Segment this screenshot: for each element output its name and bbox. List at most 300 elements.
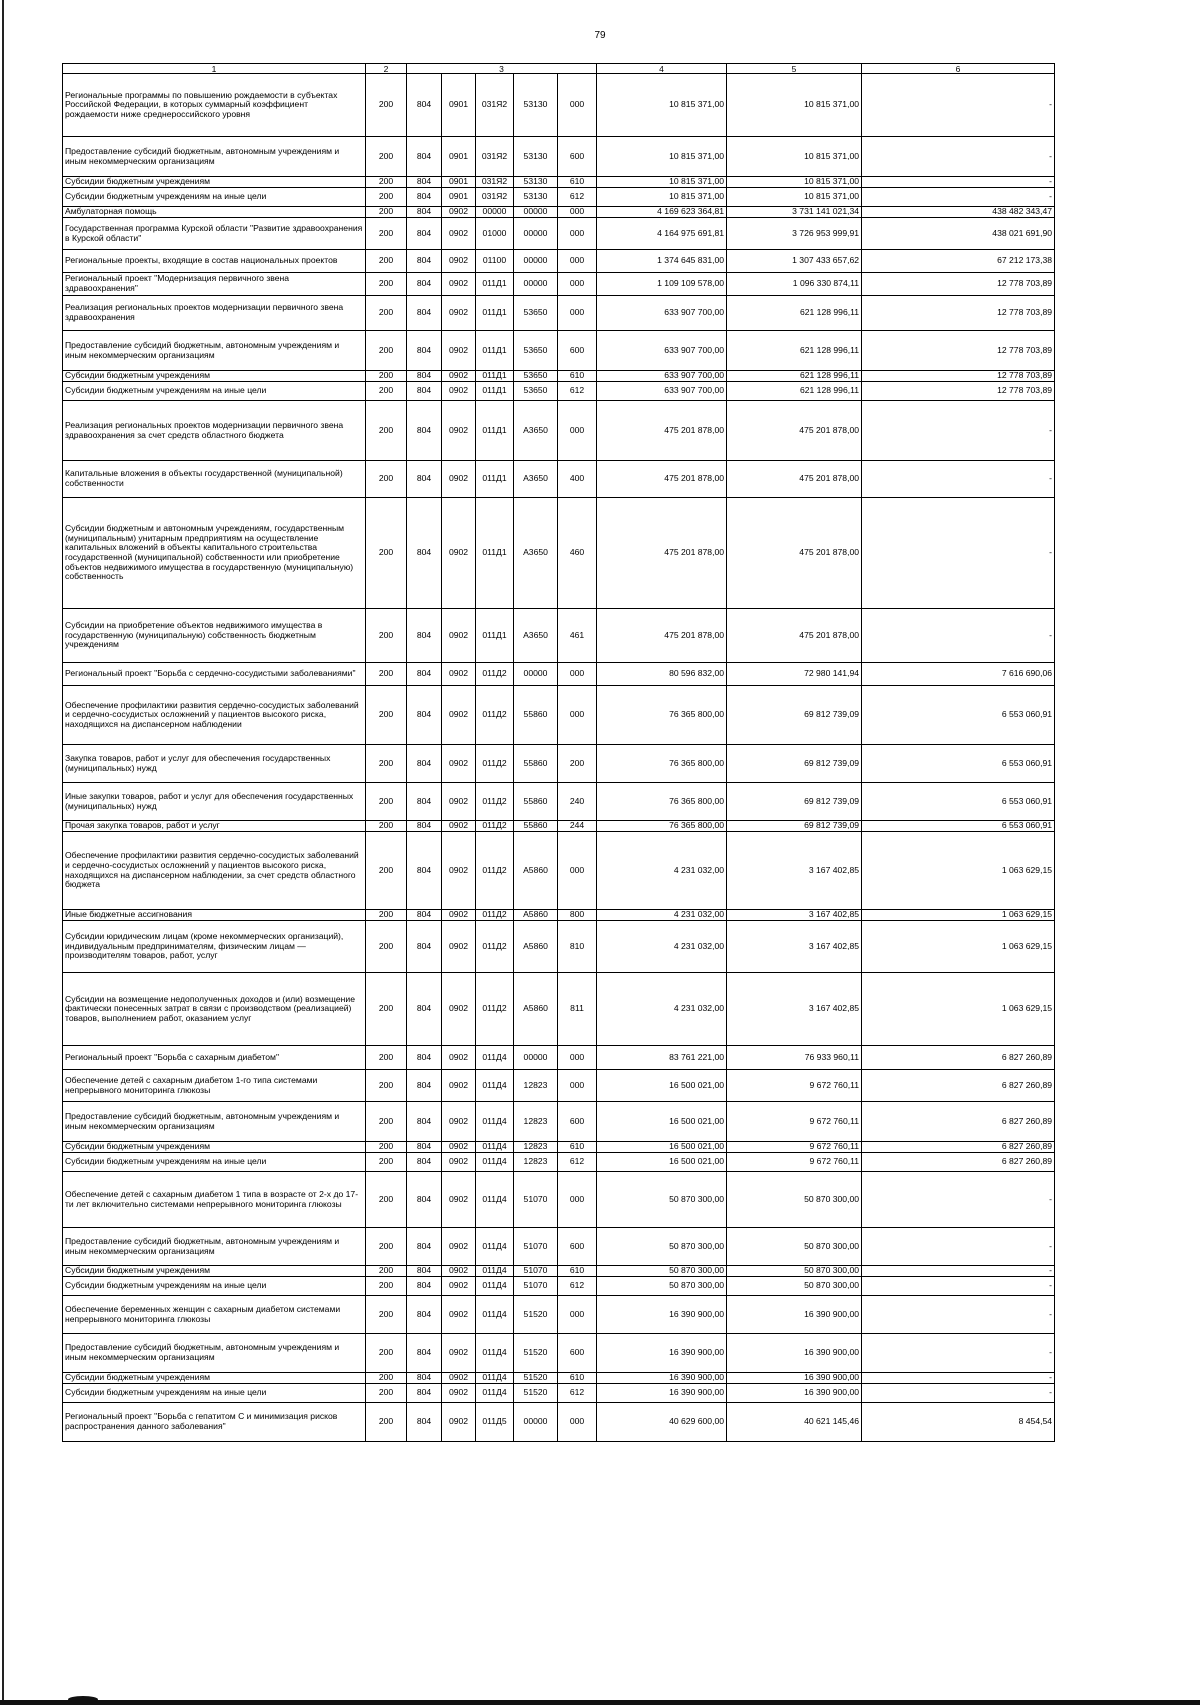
- row-code-6: 000: [558, 218, 597, 250]
- row-code-1: 200: [366, 218, 407, 250]
- row-code-3: 0902: [442, 498, 476, 609]
- row-name: Обеспечение детей с сахарным диабетом 1-го типа системами непрерывного мониторинга глюкозы: [63, 1070, 366, 1102]
- row-code-3: 0902: [442, 663, 476, 686]
- row-code-5: 12823: [514, 1102, 558, 1142]
- row-name: Иные бюджетные ассигнования: [63, 910, 366, 921]
- row-value-5: 40 621 145,46: [727, 1403, 862, 1442]
- row-code-3: 0902: [442, 1296, 476, 1334]
- row-code-2: 804: [407, 401, 442, 461]
- row-code-5: 51520: [514, 1296, 558, 1334]
- row-code-1: 200: [366, 188, 407, 207]
- row-name: Субсидии бюджетным учреждениям на иные цели: [63, 1153, 366, 1172]
- row-name: Государственная программа Курской области "Развитие здравоохранения в Курской области": [63, 218, 366, 250]
- row-value-5: 16 390 900,00: [727, 1296, 862, 1334]
- row-code-2: 804: [407, 1102, 442, 1142]
- table-row: [63, 74, 1055, 137]
- row-value-6: 12 778 703,89: [862, 382, 1055, 401]
- row-code-2: 804: [407, 609, 442, 663]
- row-value-6: 6 553 060,91: [862, 783, 1055, 821]
- table-row: [63, 663, 1055, 686]
- row-value-4: 83 761 221,00: [597, 1046, 727, 1070]
- row-value-6: -: [862, 609, 1055, 663]
- row-code-5: А5860: [514, 973, 558, 1046]
- row-code-6: 000: [558, 832, 597, 910]
- row-code-1: 200: [366, 686, 407, 745]
- row-code-4: 011Д4: [476, 1070, 514, 1102]
- row-code-6: 612: [558, 1277, 597, 1296]
- row-code-6: 800: [558, 910, 597, 921]
- row-code-1: 200: [366, 1102, 407, 1142]
- row-code-1: 200: [366, 1296, 407, 1334]
- row-code-5: А3650: [514, 461, 558, 498]
- row-value-5: 475 201 878,00: [727, 461, 862, 498]
- row-code-4: 011Д2: [476, 783, 514, 821]
- row-code-1: 200: [366, 331, 407, 371]
- row-code-1: 200: [366, 177, 407, 188]
- row-value-6: 12 778 703,89: [862, 273, 1055, 296]
- row-value-4: 16 500 021,00: [597, 1102, 727, 1142]
- row-name: Субсидии бюджетным учреждениям на иные цели: [63, 382, 366, 401]
- row-value-6: -: [862, 461, 1055, 498]
- row-code-5: 53650: [514, 371, 558, 382]
- table-row: [63, 137, 1055, 177]
- row-code-2: 804: [407, 1266, 442, 1277]
- row-code-4: 011Д1: [476, 609, 514, 663]
- row-value-5: 50 870 300,00: [727, 1228, 862, 1266]
- row-value-4: 16 390 900,00: [597, 1334, 727, 1373]
- row-value-6: 6 827 260,89: [862, 1102, 1055, 1142]
- row-name: Обеспечение детей с сахарным диабетом 1 типа в возрасте от 2-х до 17-ти лет включительно системами непрерывного мониторинга глюкозы: [63, 1172, 366, 1228]
- row-code-5: 12823: [514, 1153, 558, 1172]
- row-code-5: 51520: [514, 1334, 558, 1373]
- row-value-6: 6 827 260,89: [862, 1153, 1055, 1172]
- left-margin-rule: [2, 0, 4, 1700]
- row-code-4: 011Д1: [476, 382, 514, 401]
- table-row: [63, 910, 1055, 921]
- row-value-4: 475 201 878,00: [597, 401, 727, 461]
- row-value-4: 80 596 832,00: [597, 663, 727, 686]
- row-value-5: 621 128 996,11: [727, 382, 862, 401]
- row-code-3: 0902: [442, 1102, 476, 1142]
- row-code-1: 200: [366, 1046, 407, 1070]
- row-code-2: 804: [407, 821, 442, 832]
- row-code-3: 0902: [442, 461, 476, 498]
- row-value-6: 438 482 343,47: [862, 207, 1055, 218]
- row-code-2: 804: [407, 177, 442, 188]
- row-code-6: 400: [558, 461, 597, 498]
- table-row: [63, 832, 1055, 910]
- row-value-5: 72 980 141,94: [727, 663, 862, 686]
- row-code-4: 031Я2: [476, 74, 514, 137]
- row-value-4: 4 231 032,00: [597, 973, 727, 1046]
- row-name: Субсидии бюджетным учреждениям на иные цели: [63, 1384, 366, 1403]
- row-name: Предоставление субсидий бюджетным, автономным учреждениям и иным некоммерческим организациям: [63, 137, 366, 177]
- row-code-4: 011Д4: [476, 1384, 514, 1403]
- row-value-5: 1 096 330 874,11: [727, 273, 862, 296]
- row-code-1: 200: [366, 1277, 407, 1296]
- row-name: Региональный проект "Борьба с сахарным диабетом": [63, 1046, 366, 1070]
- row-value-6: 6 827 260,89: [862, 1142, 1055, 1153]
- row-value-4: 1 109 109 578,00: [597, 273, 727, 296]
- row-code-6: 000: [558, 663, 597, 686]
- row-code-6: 610: [558, 1142, 597, 1153]
- row-code-2: 804: [407, 783, 442, 821]
- row-name: Субсидии бюджетным учреждениям: [63, 1142, 366, 1153]
- column-header-6: 6: [862, 64, 1055, 74]
- table-row: [63, 401, 1055, 461]
- table-header-row: [63, 64, 1055, 74]
- row-code-1: 200: [366, 74, 407, 137]
- row-code-4: 011Д2: [476, 973, 514, 1046]
- row-code-4: 01000: [476, 218, 514, 250]
- row-name: Иные закупки товаров, работ и услуг для обеспечения государственных (муниципальных) нужд: [63, 783, 366, 821]
- row-code-3: 0902: [442, 1228, 476, 1266]
- row-code-2: 804: [407, 1153, 442, 1172]
- row-code-4: 011Д1: [476, 371, 514, 382]
- row-code-5: 51520: [514, 1373, 558, 1384]
- row-code-5: 53130: [514, 137, 558, 177]
- row-value-4: 16 500 021,00: [597, 1153, 727, 1172]
- row-code-4: 011Д4: [476, 1373, 514, 1384]
- table-row: [63, 371, 1055, 382]
- row-code-4: 011Д4: [476, 1142, 514, 1153]
- row-value-4: 475 201 878,00: [597, 609, 727, 663]
- column-header-3: 3: [407, 64, 597, 74]
- row-value-5: 3 167 402,85: [727, 973, 862, 1046]
- row-value-4: 50 870 300,00: [597, 1228, 727, 1266]
- table-row: [63, 273, 1055, 296]
- row-code-2: 804: [407, 273, 442, 296]
- row-value-4: 4 231 032,00: [597, 910, 727, 921]
- row-value-5: 3 167 402,85: [727, 910, 862, 921]
- row-code-6: 000: [558, 1296, 597, 1334]
- row-code-6: 000: [558, 74, 597, 137]
- row-value-6: 438 021 691,90: [862, 218, 1055, 250]
- column-header-4: 4: [597, 64, 727, 74]
- row-code-5: 53650: [514, 296, 558, 331]
- row-code-2: 804: [407, 910, 442, 921]
- row-value-4: 4 169 623 364,81: [597, 207, 727, 218]
- row-value-5: 10 815 371,00: [727, 188, 862, 207]
- row-code-5: 12823: [514, 1070, 558, 1102]
- table-row: [63, 1266, 1055, 1277]
- row-name: Региональные программы по повышению рождаемости в субъектах Российской Федерации, в которых суммарный коэффициент рождаемости ниже среднероссийского уровня: [63, 74, 366, 137]
- row-code-3: 0902: [442, 973, 476, 1046]
- row-code-4: 011Д4: [476, 1153, 514, 1172]
- row-code-2: 804: [407, 1228, 442, 1266]
- row-value-4: 16 500 021,00: [597, 1142, 727, 1153]
- row-code-6: 610: [558, 371, 597, 382]
- row-value-5: 16 390 900,00: [727, 1373, 862, 1384]
- row-value-5: 3 167 402,85: [727, 832, 862, 910]
- row-code-4: 011Д2: [476, 686, 514, 745]
- row-name: Субсидии на возмещение недополученных доходов и (или) возмещение фактически понесенных затрат в связи с производством (реализацией) товаров, выполнением работ, оказанием услуг: [63, 973, 366, 1046]
- row-value-5: 3 731 141 021,34: [727, 207, 862, 218]
- row-code-5: А5860: [514, 921, 558, 973]
- row-code-3: 0901: [442, 74, 476, 137]
- row-name: Субсидии бюджетным учреждениям: [63, 177, 366, 188]
- table-row: [63, 745, 1055, 783]
- row-value-6: 6 553 060,91: [862, 821, 1055, 832]
- row-value-5: 16 390 900,00: [727, 1384, 862, 1403]
- row-code-6: 000: [558, 1070, 597, 1102]
- row-code-1: 200: [366, 296, 407, 331]
- table-row: [63, 973, 1055, 1046]
- row-value-6: -: [862, 401, 1055, 461]
- row-code-5: 00000: [514, 218, 558, 250]
- row-value-4: 633 907 700,00: [597, 331, 727, 371]
- row-value-6: -: [862, 137, 1055, 177]
- row-value-5: 475 201 878,00: [727, 609, 862, 663]
- row-code-3: 0902: [442, 745, 476, 783]
- row-name: Субсидии бюджетным учреждениям на иные цели: [63, 188, 366, 207]
- row-code-2: 804: [407, 1142, 442, 1153]
- bottom-scan-edge: [0, 1700, 1200, 1705]
- row-code-2: 804: [407, 921, 442, 973]
- row-code-2: 804: [407, 331, 442, 371]
- row-value-4: 16 390 900,00: [597, 1296, 727, 1334]
- row-value-4: 16 500 021,00: [597, 1070, 727, 1102]
- row-code-2: 804: [407, 1296, 442, 1334]
- row-value-4: 633 907 700,00: [597, 371, 727, 382]
- row-code-4: 011Д1: [476, 461, 514, 498]
- row-code-2: 804: [407, 371, 442, 382]
- row-name: Региональный проект "Борьба с сердечно-сосудистыми заболеваниями": [63, 663, 366, 686]
- row-name: Реализация региональных проектов модернизации первичного звена здравоохранения: [63, 296, 366, 331]
- row-code-1: 200: [366, 663, 407, 686]
- row-code-2: 804: [407, 745, 442, 783]
- row-code-4: 01100: [476, 250, 514, 273]
- row-code-6: 610: [558, 1373, 597, 1384]
- row-name: Обеспечение профилактики развития сердечно-сосудистых заболеваний и сердечно-сосудистых осложнений у пациентов высокого риска, находящихся на диспансерном наблюдении, за счет средств областного бюджета: [63, 832, 366, 910]
- row-value-5: 76 933 960,11: [727, 1046, 862, 1070]
- row-code-5: А3650: [514, 498, 558, 609]
- row-code-3: 0902: [442, 686, 476, 745]
- row-code-1: 200: [366, 832, 407, 910]
- row-code-4: 011Д4: [476, 1266, 514, 1277]
- row-name: Предоставление субсидий бюджетным, автономным учреждениям и иным некоммерческим организациям: [63, 1334, 366, 1373]
- table-row: [63, 498, 1055, 609]
- row-code-6: 610: [558, 1266, 597, 1277]
- row-code-2: 804: [407, 1277, 442, 1296]
- row-code-4: 011Д1: [476, 273, 514, 296]
- row-code-3: 0902: [442, 783, 476, 821]
- row-value-6: -: [862, 1228, 1055, 1266]
- row-code-3: 0902: [442, 1403, 476, 1442]
- row-code-2: 804: [407, 1334, 442, 1373]
- row-value-6: 6 553 060,91: [862, 686, 1055, 745]
- row-code-4: 011Д2: [476, 821, 514, 832]
- row-value-4: 50 870 300,00: [597, 1277, 727, 1296]
- row-code-6: 000: [558, 1046, 597, 1070]
- row-value-5: 10 815 371,00: [727, 137, 862, 177]
- row-code-2: 804: [407, 188, 442, 207]
- row-value-4: 4 164 975 691,81: [597, 218, 727, 250]
- row-value-6: -: [862, 1266, 1055, 1277]
- row-value-4: 40 629 600,00: [597, 1403, 727, 1442]
- row-code-1: 200: [366, 461, 407, 498]
- row-value-6: 12 778 703,89: [862, 371, 1055, 382]
- row-code-6: 612: [558, 1153, 597, 1172]
- row-code-6: 600: [558, 1334, 597, 1373]
- row-code-3: 0902: [442, 1277, 476, 1296]
- row-value-4: 633 907 700,00: [597, 382, 727, 401]
- row-code-4: 031Я2: [476, 137, 514, 177]
- table-row: [63, 1373, 1055, 1384]
- row-code-2: 804: [407, 973, 442, 1046]
- row-code-1: 200: [366, 821, 407, 832]
- row-code-3: 0902: [442, 382, 476, 401]
- table-row: [63, 382, 1055, 401]
- table-row: [63, 1277, 1055, 1296]
- row-value-6: 1 063 629,15: [862, 973, 1055, 1046]
- row-code-3: 0902: [442, 609, 476, 663]
- table-row: [63, 207, 1055, 218]
- row-value-4: 475 201 878,00: [597, 461, 727, 498]
- row-code-1: 200: [366, 1403, 407, 1442]
- row-code-3: 0902: [442, 1373, 476, 1384]
- table-row: [63, 331, 1055, 371]
- row-name: Обеспечение профилактики развития сердечно-сосудистых заболеваний и сердечно-сосудистых осложнений у пациентов высокого риска, находящихся на диспансерном наблюдении: [63, 686, 366, 745]
- row-value-6: 1 063 629,15: [862, 910, 1055, 921]
- row-code-2: 804: [407, 663, 442, 686]
- row-code-3: 0902: [442, 1334, 476, 1373]
- row-code-4: 031Я2: [476, 188, 514, 207]
- row-value-6: 8 454,54: [862, 1403, 1055, 1442]
- row-value-5: 9 672 760,11: [727, 1153, 862, 1172]
- row-code-2: 804: [407, 461, 442, 498]
- row-value-4: 1 374 645 831,00: [597, 250, 727, 273]
- row-value-6: 1 063 629,15: [862, 921, 1055, 973]
- row-code-1: 200: [366, 250, 407, 273]
- row-code-3: 0902: [442, 331, 476, 371]
- row-value-5: 1 307 433 657,62: [727, 250, 862, 273]
- row-value-5: 475 201 878,00: [727, 498, 862, 609]
- row-code-1: 200: [366, 371, 407, 382]
- row-code-4: 011Д1: [476, 331, 514, 371]
- row-value-4: 16 390 900,00: [597, 1373, 727, 1384]
- row-code-1: 200: [366, 921, 407, 973]
- row-name: Субсидии бюджетным учреждениям: [63, 1266, 366, 1277]
- table-row: [63, 783, 1055, 821]
- row-code-1: 200: [366, 1266, 407, 1277]
- row-value-4: 10 815 371,00: [597, 188, 727, 207]
- row-code-4: 011Д5: [476, 1403, 514, 1442]
- row-code-6: 000: [558, 273, 597, 296]
- table-row: [63, 188, 1055, 207]
- row-value-4: 76 365 800,00: [597, 821, 727, 832]
- row-code-1: 200: [366, 609, 407, 663]
- row-value-5: 69 812 739,09: [727, 745, 862, 783]
- row-code-2: 804: [407, 382, 442, 401]
- row-name: Капитальные вложения в объекты государственной (муниципальной) собственности: [63, 461, 366, 498]
- row-code-5: 55860: [514, 783, 558, 821]
- row-value-4: 50 870 300,00: [597, 1172, 727, 1228]
- row-code-1: 200: [366, 382, 407, 401]
- row-value-5: 475 201 878,00: [727, 401, 862, 461]
- row-code-5: 53130: [514, 188, 558, 207]
- row-code-4: 011Д4: [476, 1277, 514, 1296]
- row-code-2: 804: [407, 296, 442, 331]
- row-code-1: 200: [366, 1373, 407, 1384]
- row-code-5: А3650: [514, 609, 558, 663]
- row-name: Региональный проект "Модернизация первичного звена здравоохранения": [63, 273, 366, 296]
- row-code-6: 000: [558, 686, 597, 745]
- table-row: [63, 1334, 1055, 1373]
- row-code-1: 200: [366, 1070, 407, 1102]
- row-code-1: 200: [366, 973, 407, 1046]
- row-code-2: 804: [407, 250, 442, 273]
- row-code-4: 011Д2: [476, 832, 514, 910]
- row-code-5: 51070: [514, 1172, 558, 1228]
- row-code-5: 51070: [514, 1228, 558, 1266]
- table-row: [63, 1384, 1055, 1403]
- row-code-6: 240: [558, 783, 597, 821]
- row-code-3: 0902: [442, 250, 476, 273]
- row-name: Субсидии юридическим лицам (кроме некоммерческих организаций), индивидуальным предпринимателям, физическим лицам — производителям товаров, работ, услуг: [63, 921, 366, 973]
- row-value-6: 6 827 260,89: [862, 1046, 1055, 1070]
- budget-table: [62, 63, 1055, 1442]
- row-name: Закупка товаров, работ и услуг для обеспечения государственных (муниципальных) нужд: [63, 745, 366, 783]
- row-code-1: 200: [366, 207, 407, 218]
- row-code-6: 600: [558, 331, 597, 371]
- row-code-6: 244: [558, 821, 597, 832]
- row-value-5: 9 672 760,11: [727, 1102, 862, 1142]
- row-value-6: 67 212 173,38: [862, 250, 1055, 273]
- row-value-4: 4 231 032,00: [597, 832, 727, 910]
- row-code-3: 0901: [442, 188, 476, 207]
- row-code-6: 000: [558, 401, 597, 461]
- row-code-3: 0901: [442, 177, 476, 188]
- row-value-6: -: [862, 1277, 1055, 1296]
- row-code-1: 200: [366, 1142, 407, 1153]
- row-code-1: 200: [366, 1153, 407, 1172]
- row-code-5: 00000: [514, 273, 558, 296]
- row-code-6: 612: [558, 382, 597, 401]
- row-value-5: 10 815 371,00: [727, 74, 862, 137]
- row-value-6: -: [862, 188, 1055, 207]
- row-code-1: 200: [366, 1334, 407, 1373]
- row-value-4: 50 870 300,00: [597, 1266, 727, 1277]
- row-code-5: 55860: [514, 821, 558, 832]
- row-name: Субсидии бюджетным учреждениям: [63, 1373, 366, 1384]
- row-value-6: 12 778 703,89: [862, 296, 1055, 331]
- row-value-5: 9 672 760,11: [727, 1070, 862, 1102]
- row-value-4: 10 815 371,00: [597, 177, 727, 188]
- row-code-5: А5860: [514, 910, 558, 921]
- row-code-3: 0902: [442, 207, 476, 218]
- row-code-4: 011Д4: [476, 1334, 514, 1373]
- row-value-6: -: [862, 498, 1055, 609]
- row-code-6: 461: [558, 609, 597, 663]
- row-code-2: 804: [407, 1046, 442, 1070]
- row-code-5: 55860: [514, 745, 558, 783]
- row-code-5: 00000: [514, 1403, 558, 1442]
- table-row: [63, 1228, 1055, 1266]
- table-row: [63, 218, 1055, 250]
- row-code-3: 0902: [442, 821, 476, 832]
- row-name: Предоставление субсидий бюджетным, автономным учреждениям и иным некоммерческим организациям: [63, 331, 366, 371]
- row-name: Субсидии бюджетным и автономным учреждениям, государственным (муниципальным) унитарным предприятиям на осуществление капитальных вложений в объекты капитального строительства государственной (муниципальной) собственности или приобретение объектов недвижимого имущества в государственную (муниципальную) собственность: [63, 498, 366, 609]
- table-row: [63, 1403, 1055, 1442]
- row-code-3: 0901: [442, 137, 476, 177]
- row-code-1: 200: [366, 745, 407, 783]
- row-code-1: 200: [366, 783, 407, 821]
- table-row: [63, 821, 1055, 832]
- row-value-4: 76 365 800,00: [597, 745, 727, 783]
- row-value-4: 10 815 371,00: [597, 74, 727, 137]
- row-name: Субсидии бюджетным учреждениям на иные цели: [63, 1277, 366, 1296]
